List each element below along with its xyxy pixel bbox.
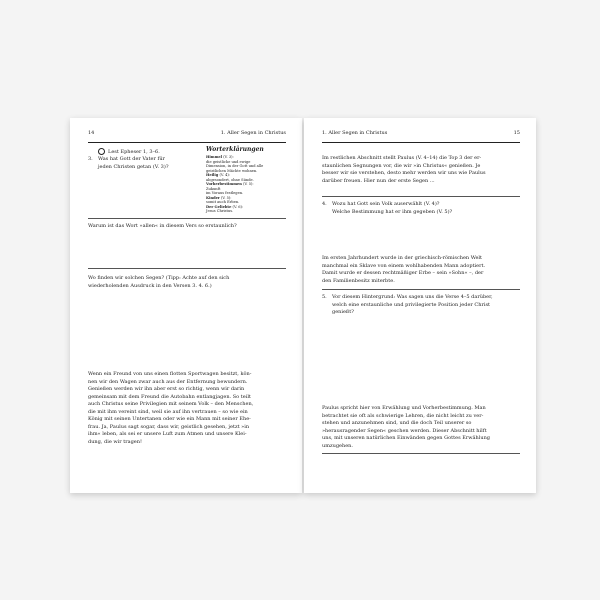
running-title: 1. Aller Segen in Christus: [322, 130, 388, 136]
page-number: 15: [513, 130, 520, 136]
glossary: Himmel (V. 3): die geistliche und ewige Dimension, in der Gott und alle geistlichen Mächte wohnen. Heilig (V. 4): abgesondert, ohne Sünde. Vorherbestimmen (V. 5): Zukunft im Voraus festlegen. Kinder (V. 5): somit auch Erben. Der Geliebte (V. 6): Jesus Christus.: [206, 155, 264, 213]
section-rule: [322, 289, 520, 290]
question-number: 4.: [322, 201, 327, 207]
checkbox-circle-icon[interactable]: [98, 148, 105, 155]
question-allen: Warum ist das Wort »allen« in diesem Vers so erstaunlich?: [88, 223, 237, 229]
question-number: 5.: [322, 294, 327, 300]
right-page: [304, 118, 536, 493]
question-number: 3.: [88, 156, 93, 162]
header-rule: [88, 142, 286, 143]
section-rule: [322, 196, 520, 197]
question-4: Wozu hat Gott sein Volk auserwählt (V. 4)? Welche Bestimmung hat er ihm gegeben (V. 5)?: [332, 201, 453, 215]
question-3: Was hat Gott der Vater für jeden Christen getan (V. 3)?: [98, 156, 169, 170]
glossary-title: Worterklärungen: [206, 146, 264, 153]
answer-line[interactable]: [88, 218, 286, 219]
running-title: 1. Aller Segen in Christus: [220, 130, 286, 136]
question-segen: Wo finden wir solchen Segen? (Tipp: Achte auf den sich wiederholenden Ausdruck in den Versen 3. 4. 6.): [88, 275, 230, 289]
answer-line[interactable]: [88, 268, 286, 269]
page-number: 14: [88, 130, 95, 136]
outro-paragraph: Paulus spricht hier von Erwählung und Vorherbestimmung. Man betrachtet sie oft als schwierige Lehren, die nicht leicht zu ver- stehen und anzunehmen sind, und die doch Teil unserer so »herausragender Segen« geschen werden. Dieser Abschnitt hilft uns, mit unseren natürlichen Einwänden gegen Gottes Erwählung umzugehen.: [322, 405, 491, 449]
left-page: [70, 118, 302, 493]
header-rule: [322, 142, 520, 143]
body-paragraph: Wenn ein Freund von uns einen flotten Sportwagen besitzt, kön- nen wir den Wagen zwar auch aus der Entfernung bewundern. Genießen werden wir ihn aber erst so richtig, wenn wir darin gemeinsam mit dem Freund die Autobahn entlangjagen. So teilt auch Christus seine Privilegien mit seinem Volk – den Menschen, die mit ihm vereint sind, weil sie auf ihn vertrauen – so wie ein König mit seinen Untertanen oder wie ein Mann mit seiner Ehe- frau. Ja, Paulus sagt sogar, dass wir, geistlich gesehen, jetzt »in ihm« leben, als sei er unsere Luft zum Atmen und unsere Klei- dung, die wir tragen!: [88, 371, 254, 445]
context-paragraph: Im ersten Jahrhundert wurde in der griechisch-römischen Welt manchmal ein Sklave von einem wohlhabenden Mann adoptiert. Damit wurde er dessen rechtmäßiger Erbe – sein »Sohn« –, der den Familienbesitz miterbte.: [322, 255, 486, 284]
question-5: Vor diesem Hintergrund: Was sagen uns die Verse 4–5 darüber, welch eine erstaunliche und privilegierte Position jeder Christ genießt?: [332, 294, 493, 315]
intro-paragraph: Im restlichen Abschnitt stellt Paulus (V. 4–14) die Top 3 der er- staunlichen Segnungen vor, die wir »in Christus« genießen. Je besser wir sie verstehen, desto mehr werden wir uns wie Paulus darüber freuen. Hier nun der erste Segen ...: [322, 155, 486, 184]
reading-instruction: Lest Epheser 1, 3–6.: [98, 148, 188, 157]
section-rule: [322, 453, 520, 454]
